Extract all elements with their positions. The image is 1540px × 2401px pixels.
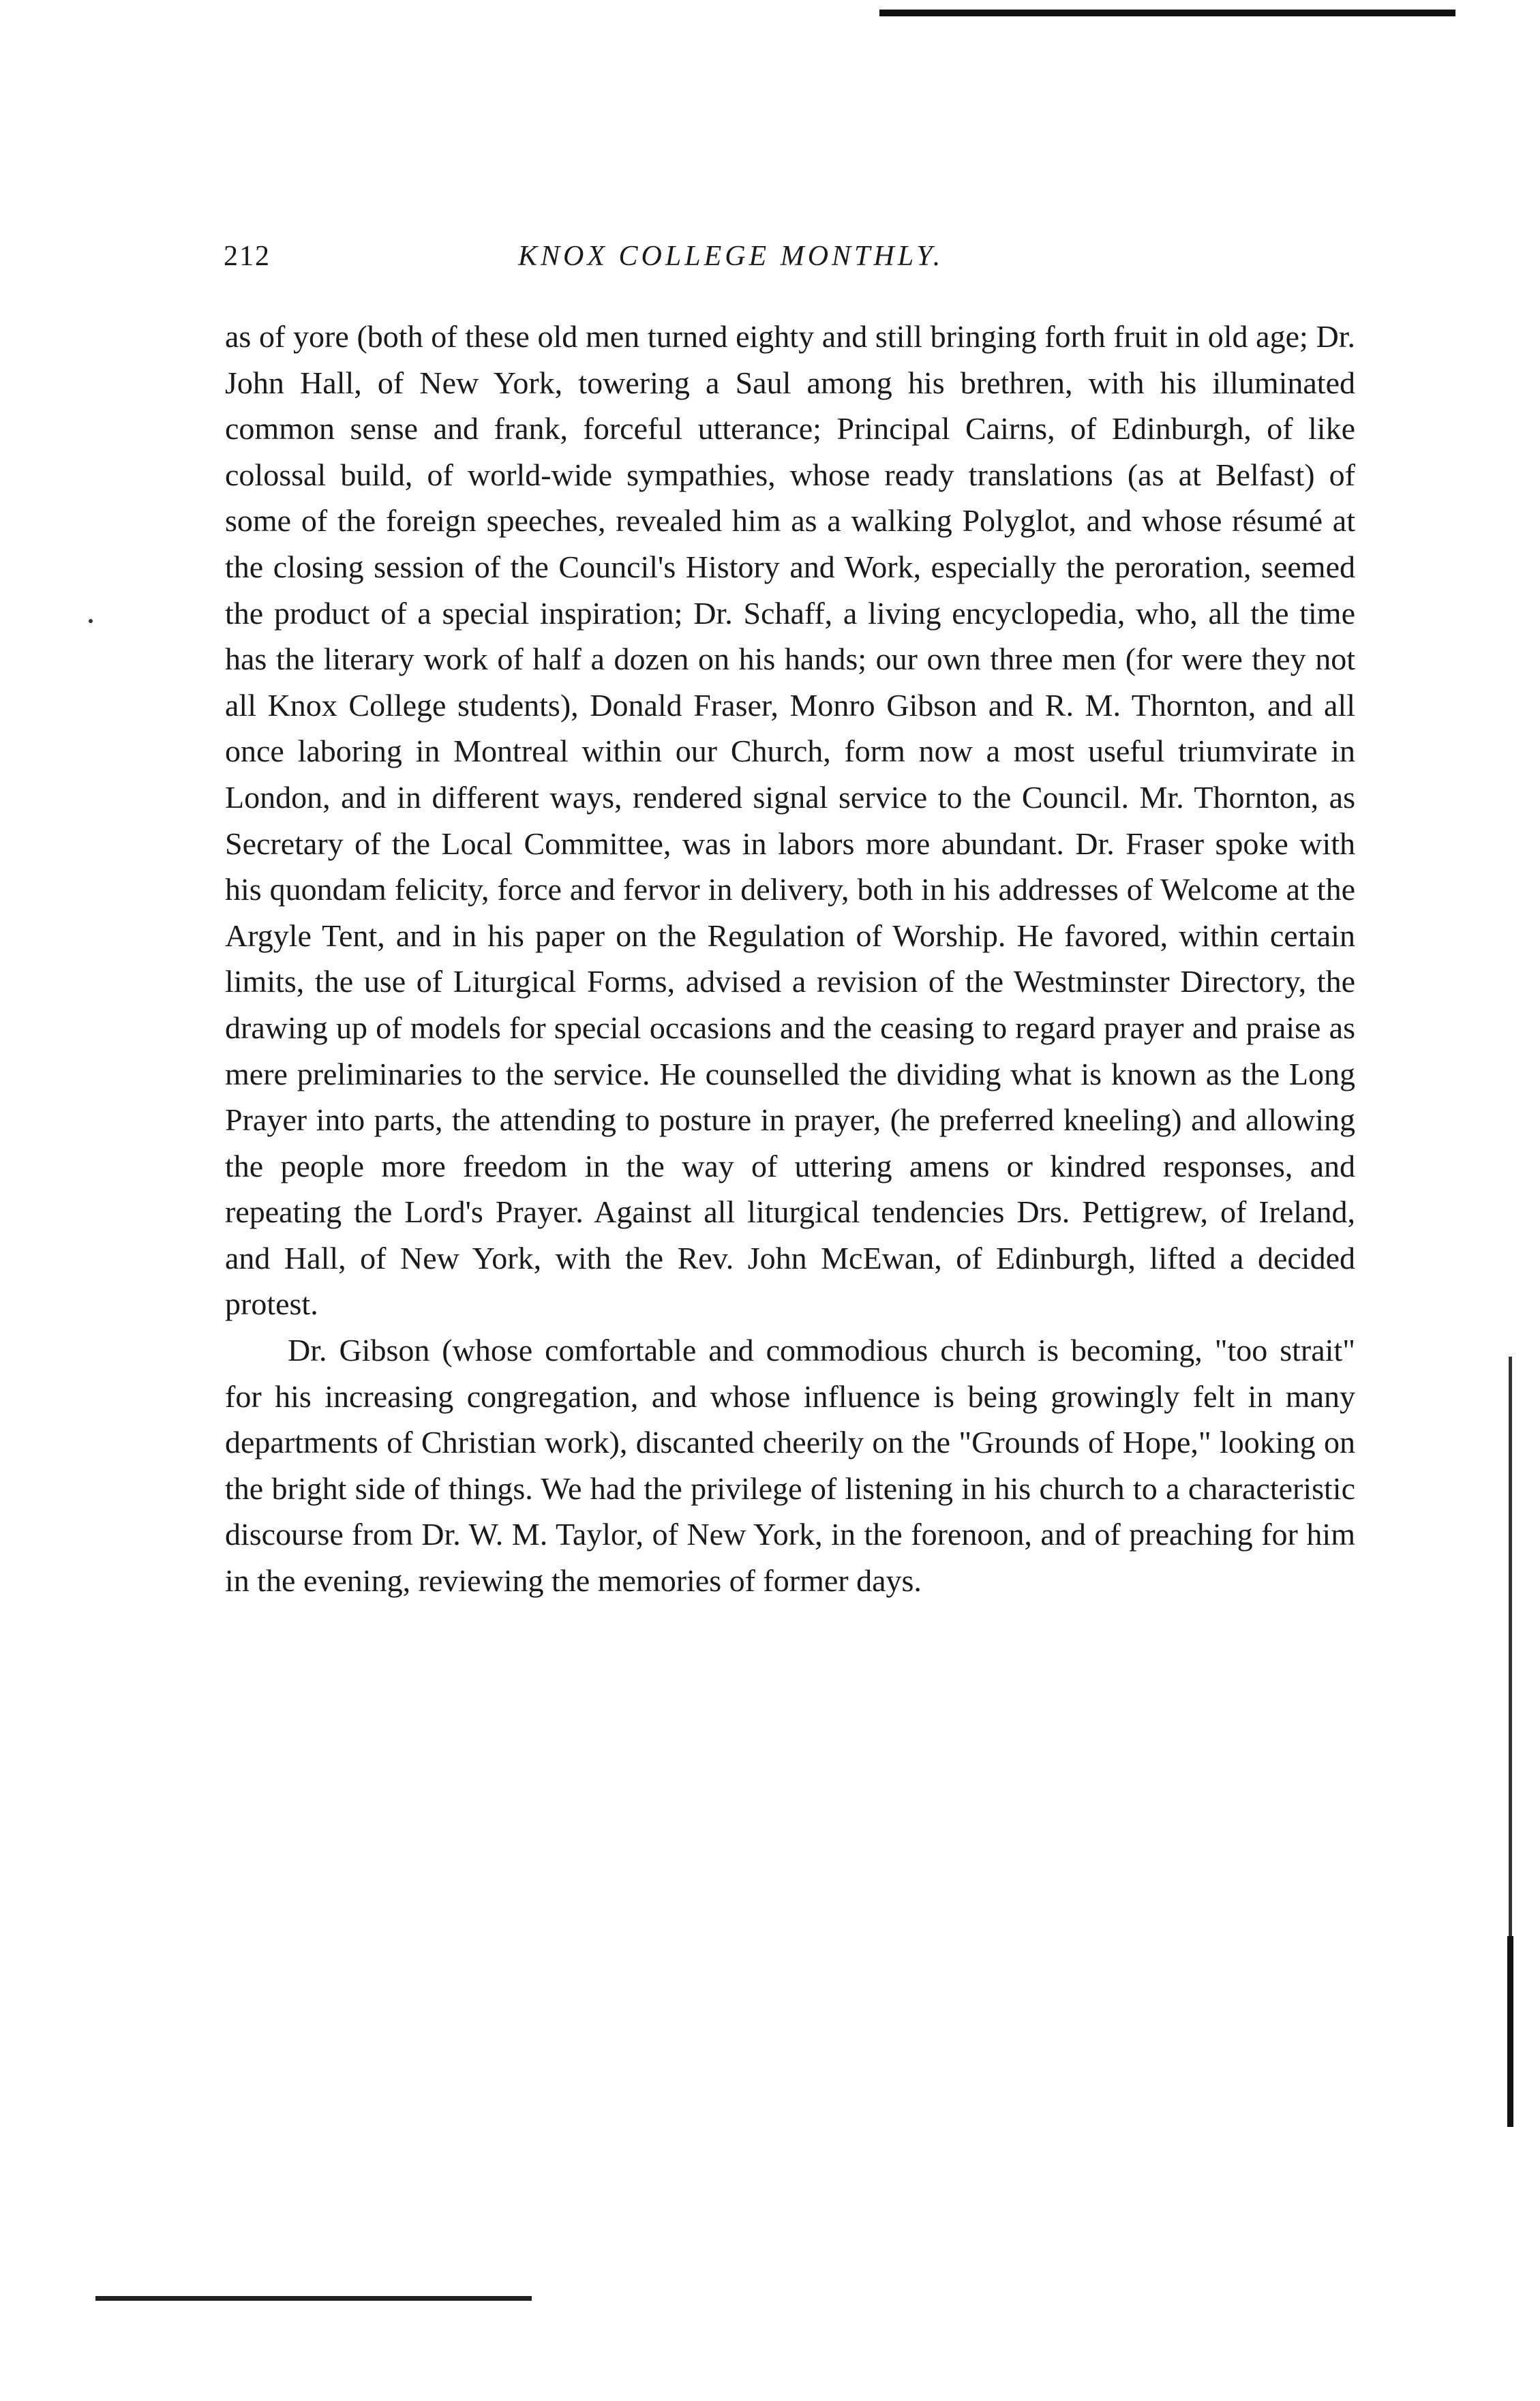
paragraph: Dr. Gibson (whose comfortable and commodious church is becoming, "too strait" for his increasing congregation, and whose influence is being growingly felt in many departments of Christian work), discanted cheerily on the "Grounds of Hope," looking on the bright side of things. We had the privilege of listening in his church to a characteristic discourse from Dr. W. M. Taylor, of New York, in the forenoon, and of preaching for him in the evening, reviewing the memories of former days. [225, 1333, 1355, 1599]
scan-border-line-top [879, 10, 1455, 16]
scan-speck [89, 619, 93, 623]
page-number: 212 [224, 241, 271, 272]
body-text [225, 314, 1355, 1604]
journal-title: KNOX COLLEGE MONTHLY. [518, 241, 944, 272]
scan-border-line-bottom [95, 2296, 532, 2301]
scan-margin-edge-dark [1507, 1936, 1513, 2127]
running-head [224, 240, 1355, 281]
paragraph: as of yore (both of these old men turned eighty and still bringing forth fruit in old age; Dr. John Hall, of New York, towering a Saul among his brethren, with his illuminated common sense and frank, forceful utterance; Principal Cairns, of Edinburgh, of like colossal build, of world-wide sympathies, whose ready translations (as at Belfast) of some of the foreign speeches, revealed him as a walking Polyglot, and whose résumé at the closing session of the Council's History and Work, especially the peroration, seemed the product of a special inspiration; Dr. Schaff, a living encyclopedia, who, all the time has the literary work of half a dozen on his hands; our own three men (for were they not all Knox College students), Donald Fraser, Monro Gibson and R. M. Thornton, and all once laboring in Montreal within our Church, form now a most useful triumvirate in London, and in different ways, rendered signal service to the Council. Mr. Thornton, as Secretary of the Local Committee, was in labors more abundant. Dr. Fraser spoke with his quondam felicity, force and fervor in delivery, both in his addresses of Welcome at the Argyle Tent, and in his paper on the Regulation of Worship. He favored, within certain limits, the use of Liturgical Forms, advised a revision of the Westminster Directory, the drawing up of models for special occasions and the ceasing to regard prayer and praise as mere preliminaries to the service. He counselled the dividing what is known as the Long Prayer into parts, the attending to posture in prayer, (he preferred kneeling) and allowing the people more freedom in the way of uttering amens or kindred responses, and repeating the Lord's Prayer. Against all liturgical tendencies Drs. Pettigrew, of Ireland, and Hall, of New York, with the Rev. John McEwan, of Edinburgh, lifted a decided protest. [225, 319, 1355, 1322]
